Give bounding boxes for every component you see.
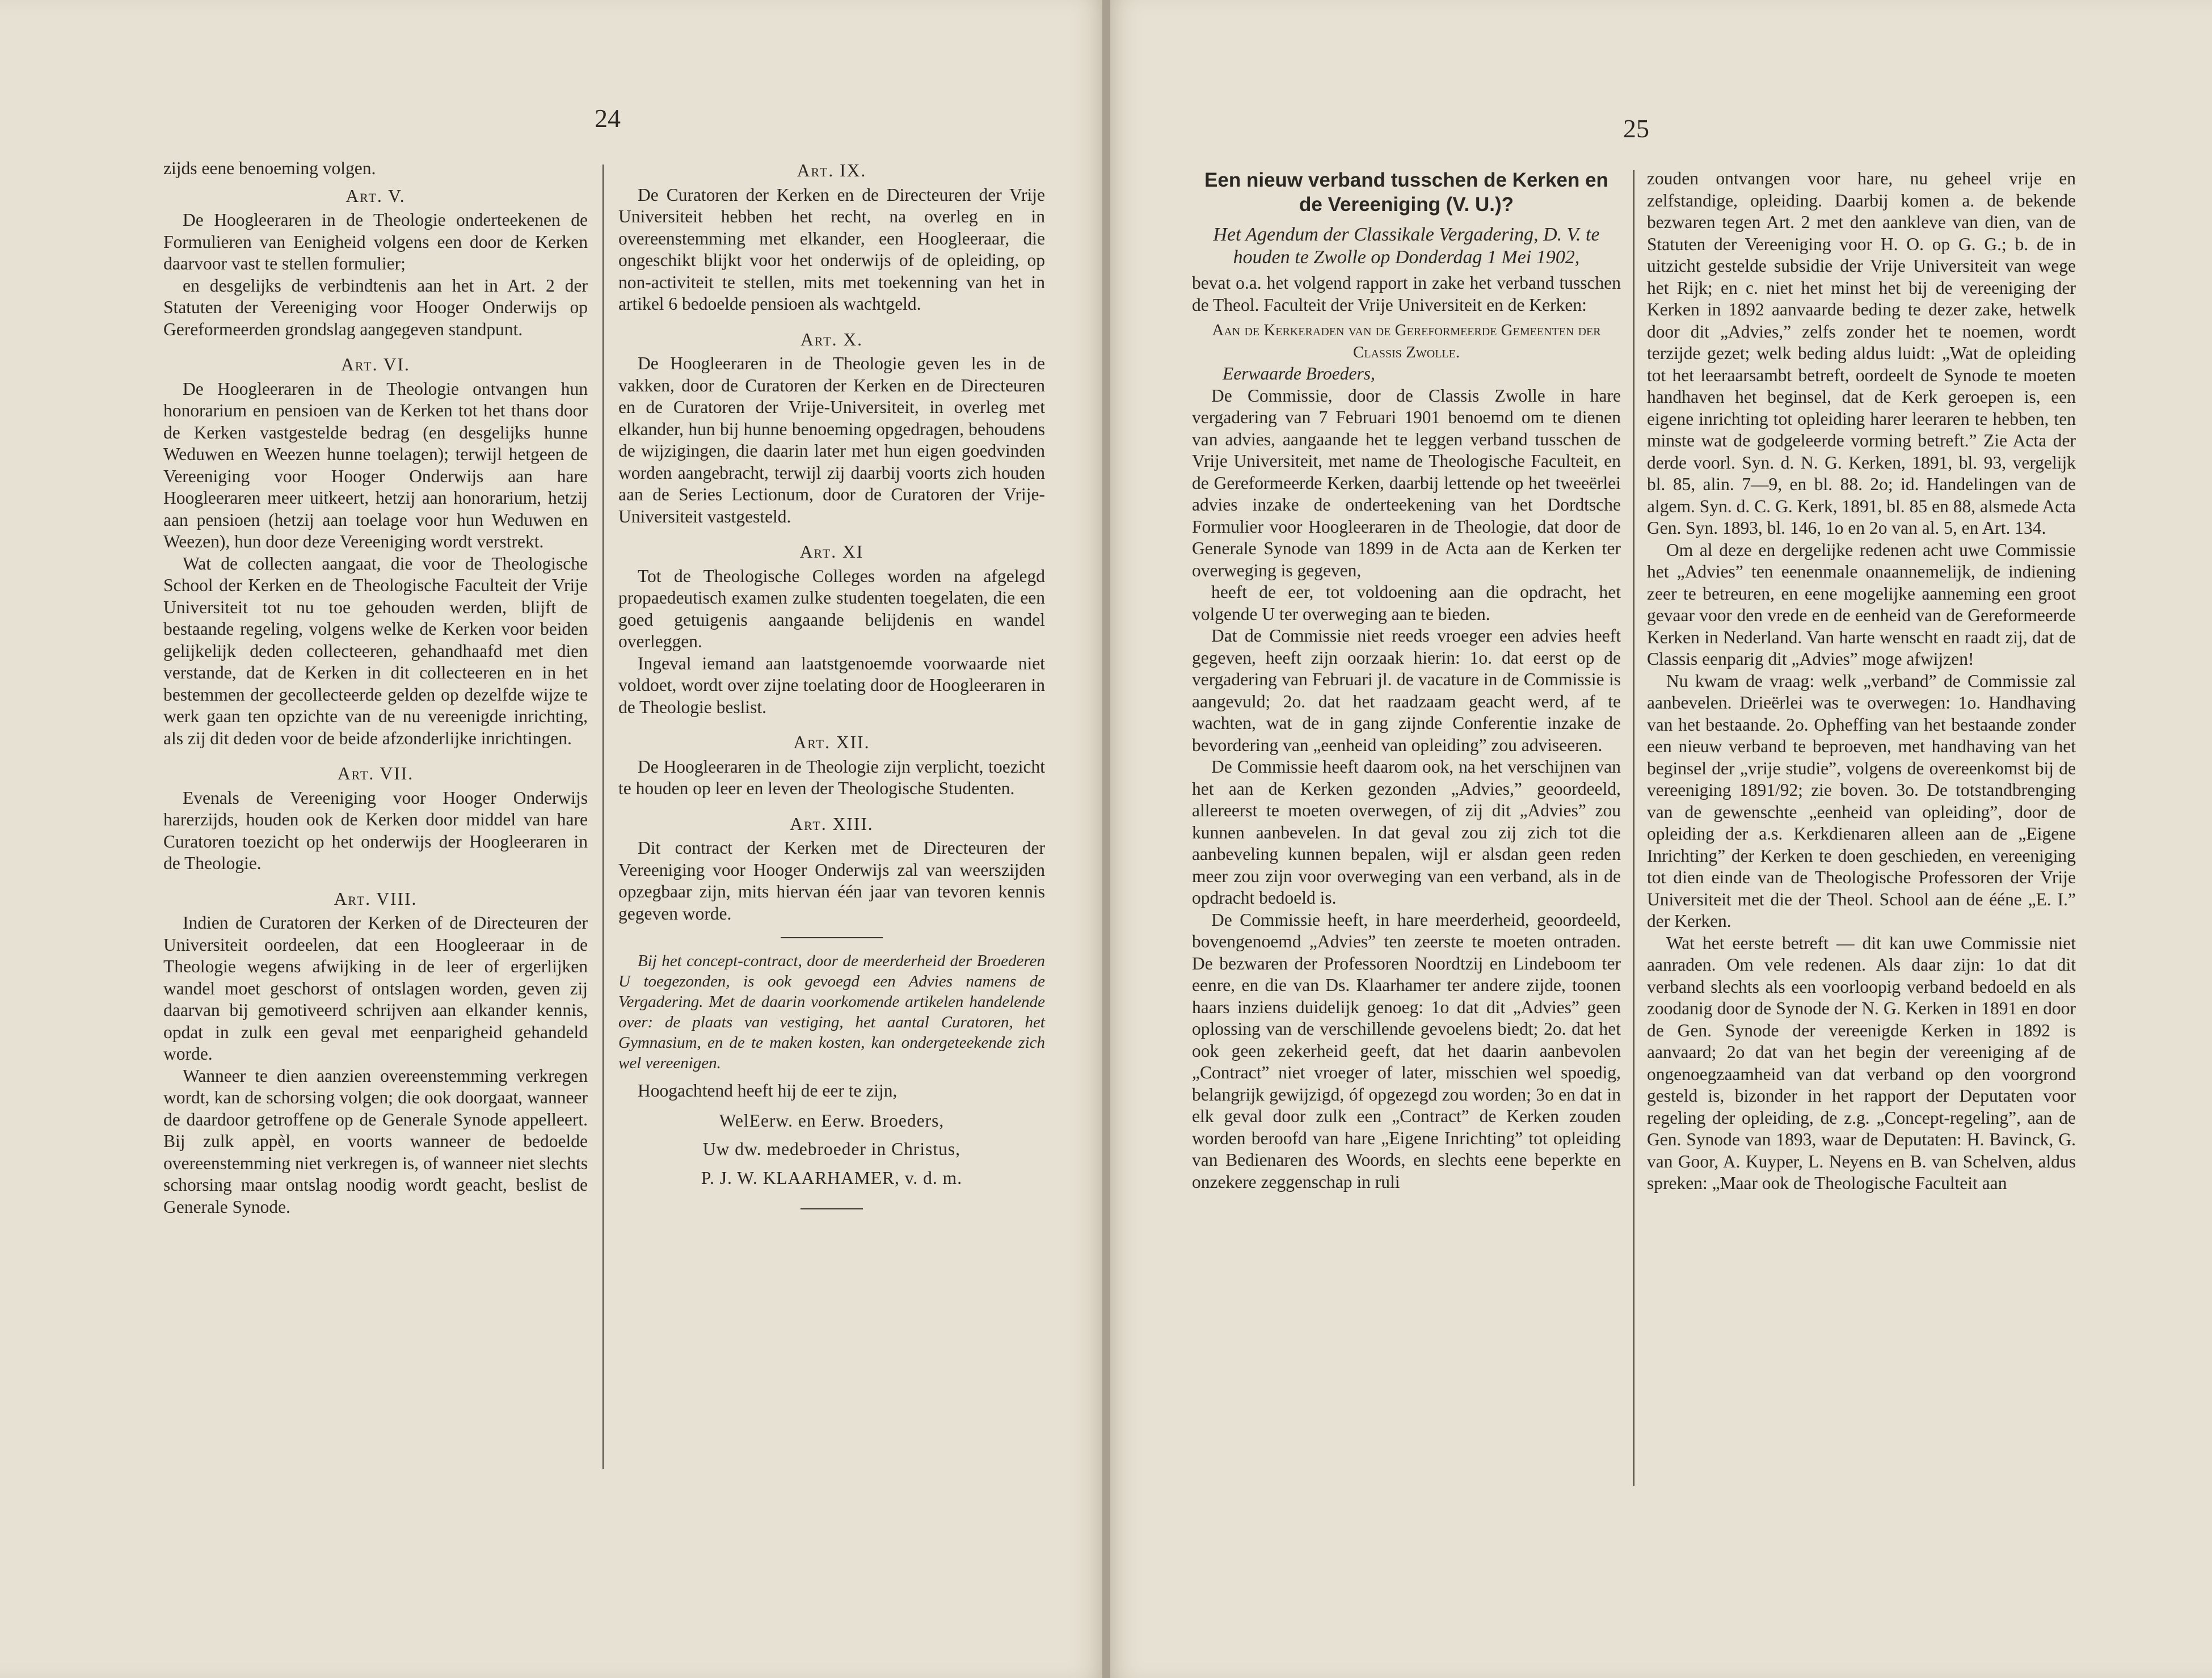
paragraph: Tot de Theologische Colleges worden na afgelegd propaedeutisch examen zulke studenten toegelaten, die een goed getuigenis aangaande belijdenis en wandel overleggen. (618, 566, 1045, 651)
article-heading: Art. XI (799, 542, 864, 562)
article-heading: Art. X. (800, 329, 863, 349)
separator-rule (781, 937, 883, 938)
left-column-1 (163, 158, 588, 1218)
paragraph: Om al deze en dergelijke redenen acht uwe Commissie het „Advies” ten eenenmale onaannemelijk, de indiening zeer te betreuren, en eene mogelijke aanneming een groot gevaar voor den vrede en de eenheid van de Gereformeerde Kerken in Nederland. Van harte wenscht en raadt zij, dat de Classis eenparig dit „Advies” moge afwijzen! (1647, 539, 2076, 669)
paragraph: Evenals de Vereeniging voor Hooger Onderwijs harerzijds, houden ook de Kerken door middel van hare Curatoren toezicht op het onderwijs der Hoogleeraren in de Theologie. (163, 787, 588, 873)
paragraph: De Hoogleeraren in de Theologie onderteekenen de Formulieren van Eenigheid volgens een door de Kerken daarvoor vast te stellen formulier; (163, 210, 588, 273)
paragraph: Dit contract der Kerken met de Directeuren der Vereeniging voor Hooger Onderwijs zal van weerszijden opzegbaar zijn, mits hiervan één jaar van tevoren kennis gegeven worde. (618, 838, 1045, 924)
left-column-2 (618, 160, 1045, 1222)
paragraph: De Hoogleeraren in de Theologie geven les in de vakken, door de Curatoren der Kerken en de Directeuren en de Curatoren der Vrije-Universiteit, in overleg met elkander, hun bij hunne benoeming opgedragen, behoudens de wijzigingen, die daarin later met hun eigen goedvinden worden aangebracht, terwijl zij daarbij voorts zich houden aan de Series Lectionum, door de Curatoren der Vrije-Universiteit vastgesteld. (618, 353, 1045, 526)
article-title: Een nieuw verband tusschen de Kerken en de Vereeniging (V. U.)? (1204, 169, 1608, 216)
page-number: 24 (595, 104, 621, 133)
article-heading: Art. VI. (341, 355, 410, 374)
article-heading: Art. VIII. (334, 888, 418, 909)
article-heading: Art. XIII. (790, 813, 874, 834)
closing-line: Hoogachtend heeft hij de eer te zijn, (638, 1081, 898, 1101)
address-line: Aan de Kerkeraden van de Gereformeerde Gemeenten der Classis Zwolle. (1212, 321, 1601, 361)
article-subtitle: Het Agendum der Classikale Vergadering, D. V. te houden te Zwolle op Donderdag 1 Mei 1902, (1213, 224, 1600, 268)
paragraph: De Hoogleeraren in de Theologie zijn verplicht, toezicht te houden op leer en leven der Theologische Studenten. (618, 756, 1045, 798)
paragraph: De Commissie heeft, in hare meerderheid, geoordeeld, bovengenoemd „Advies” ten zeerste te moeten ontraden. De bezwaren der Professoren Noordtzij en Lindeboom ter eenre, en die van Ds. Klaarhamer ter andere zijde, toonen haars inziens duidelijk genoeg: 1o dat dit „Advies” geen oplossing van de verschillende gevoelens biedt; 2o. dat het ook geen zekerheid geeft, dat het daarin aanbevolen „Contract” niet vroeger of later, misschien wel spoedig, belangrijk gewijzigd, óf opgezegd zou worden; 3o en dat in elk geval door zulk een „Contract” de Kerken zouden worden beroofd van hare „Eigene Inrichting” tot opleiding van Bedienaren des Woords, en slechts eene beperkte en onzekere zeggenschap in ruli (1192, 909, 1621, 1192)
note-paragraph: Bij het concept-contract, door de meerderheid der Broederen U toegezonden, is ook gevoegd een Advies namens de Vergadering. Met de daarin voorkomende artikelen handelende over: de plaats van vestiging, het aantal Curatoren, het Gymnasium, en de te maken kosten, kan ondergeteekende zich wel vereenigen. (618, 952, 1045, 1072)
signature-name: P. J. W. KLAARHAMER, v. d. m. (701, 1167, 963, 1188)
signature-line: Uw dw. medebroeder in Christus, (702, 1139, 961, 1159)
right-column-1 (1192, 168, 1621, 1193)
paragraph: en desgelijks de verbindtenis aan het in Art. 2 der Statuten der Vereeniging voor Hooger Onderwijs op Gereformeerden grondslag aangegeven standpunt. (163, 275, 588, 339)
paragraph: Ingeval iemand aan laatstgenoemde voorwaarde niet voldoet, wordt over zijne toelating door de Hoogleeraren in de Theologie beslist. (618, 653, 1045, 717)
paragraph: heeft de eer, tot voldoening aan die opdracht, het volgende U ter overweging aan te bieden. (1192, 582, 1621, 624)
paragraph: bevat o.a. het volgend rapport in zake het verband tusschen de Theol. Faculteit der Vrije Universiteit en de Kerken: (1192, 273, 1621, 315)
paragraph: De Commissie, door de Classis Zwolle in hare vergadering van 7 Februari 1901 benoemd om te dienen van advies, aangaande het te leggen verband tusschen de Vrije Universiteit, met name de Theologische Faculteit, en de Gereformeerde Kerken, daarbij lettende op het tweeërlei advies inzake de onderteekening van het Dordtsche Formulier voor Hoogleeraren in de Theologie, dat door de Generale Synode van 1899 in de Acta aan de Kerken ter overweging is gegeven, (1192, 385, 1621, 580)
page-number: 25 (1623, 114, 1649, 143)
signature-line: WelEerw. en Eerw. Broeders, (719, 1110, 945, 1131)
paragraph: De Curatoren der Kerken en de Directeuren der Vrije Universiteit hebben het recht, na overleg en in overeenstemming met elkander, een Hoogleeraar, die ongeschikt blijkt voor het onderwijs of de opleiding, op non-activiteit te stellen, mits met toekenning van het in artikel 6 bedoelde pensioen als wachtgeld. (618, 184, 1045, 314)
paragraph: De Commissie heeft daarom ook, na het verschijnen van het aan de Kerken gezonden „Advies,” geoordeeld, allereerst te moeten overwegen, of zij dit „Advies” zou kunnen aanbevelen. In dat geval zou zij zich tot die aanbeveling kunnen bepalen, wijl er alsdan geen reden meer zou zijn voor overweging van een verband, als in de opdracht bedoeld is. (1192, 757, 1621, 908)
separator-rule (800, 1208, 863, 1209)
column-divider (1633, 170, 1634, 1486)
paragraph: Wanneer te dien aanzien overeenstemming verkregen wordt, kan de schorsing volgen; die ook doorgaat, wanneer de daardoor getroffene op de Generale Synode appelleert. Bij zulk appèl, en voorts wanneer de bedoelde overeenstemming niet verkregen is, of wanneer niet slechts schorsing maar ontslag noodig wordt geacht, beslist de Generale Synode. (163, 1065, 588, 1217)
left-page (0, 0, 1102, 1678)
right-column-2 (1647, 168, 2076, 1195)
article-heading: Art. IX. (797, 161, 867, 180)
paragraph: zouden ontvangen voor hare, nu geheel vrije en zelfstandige, opleiding. Daarbij komen a. de bekende bezwaren tegen Art. 2 met den aankleve van dien, van de Statuten der Vereeniging voor H. O. op G. G.; b. de in uitzicht gestelde subsidie der Vrije Universiteit van wege het Rijk; en c. niet het minst het bij de vereeniging der Kerken in 1892 aanvaarde beding te dezer zake, hetwelk door dit „Advies,” zelfs zonder het te noemen, wordt terzijde gezet; welk beding aldus luidt: „Wat de opleiding tot het leeraarsambt betreft, oordeelt de Synode te moeten handhaven het beginsel, dat de Kerk geroepen is, een eigene inrichting tot opleiding harer leeraren te hebben, ten minste wat de godgeleerde vorming betreft.” Zie Acta der derde voorl. Syn. d. N. G. Kerken, 1891, bl. 93, vergelijk bl. 85, alin. 7—9, en bl. 88. 2o; id. Handelingen van de algem. Syn. d. C. G. Kerk, 1891, bl. 85 en 88, alsmede Acta Gen. Syn. 1893, bl. 146, 1o en 2o van al. 5, en Art. 134. (1647, 168, 2076, 538)
paragraph: Nu kwam de vraag: welk „verband” de Commissie zal aanbevelen. Drieërlei was te overwegen: 1o. Handhaving van het bestaande. 2o. Opheffing van het bestaande zonder een nieuw verband te beproeven, met handhaving van het beginsel der „vrije studie”, volgens de overeenkomst bij de vereeniging 1891/92; zie boven. 3o. De totstandbrenging van de gewenschte „eenheid van opleiding”, door de opleiding der a.s. Kerkdienaren alleen aan de „Eigene Inrichting” der Kerken te doen geschieden, en vereeniging tot dien einde van de Theologische Professoren der Vrije Universiteit met die der Theol. School aan de ééne „E. I.” der Kerken. (1647, 671, 2076, 931)
paragraph: Indien de Curatoren der Kerken of de Directeuren der Universiteit oordeelen, dat een Hoogleeraar in de Theologie wegens afwijking in de leer of ergerlijken wandel moet geschorst of ontslagen worden, geven zij daarvan bij gemotiveerd schrijven aan elkander kennis, opdat in zulk een geval met eenparigheid gehandeld worde. (163, 913, 588, 1064)
right-page (1110, 0, 2212, 1678)
salutation: Eerwaarde Broeders, (1223, 364, 1375, 383)
paragraph: Wat het eerste betreft — dit kan uwe Commissie niet aanraden. Om vele redenen. Als daar zijn: 1o dat dit verband slechts als een voorloopig verband bedoeld en als zoodanig door de Synode der N. G. Kerken in 1891 en door de Gen. Synode der vereenigde Kerken in 1892 is aanvaard; 2o dat van het begin der vereeniging af de ongenoegzaamheid van dat verband op den voorgrond gesteld is, bizonder in het rapport der Deputaten voor regeling der opleiding, de z.g. „Concept-regeling”, aan de Gen. Synode van 1893, waar de Deputaten: H. Bavinck, G. van Goor, A. Kuyper, L. Neyens en B. van Schelven, aldus spreken: „Maar ook de Theologische Faculteit aan (1647, 933, 2076, 1193)
paragraph: Dat de Commissie niet reeds vroeger een advies heeft gegeven, heeft zijn oorzaak hierin: 1o. dat eerst op de vergadering van Februari jl. de vacature in de Commissie is aangevuld; 2o. dat het raadzaam geacht werd, af te wachten, wat de in gang zijnde Conferentie inzake de bevordering van „eenheid van opleiding” zou adviseeren. (1192, 626, 1621, 755)
paragraph: Wat de collecten aangaat, die voor de Theologische School der Kerken en de Theologische Faculteit der Vrije Universiteit tot nu toe gehouden werden, blijft de bestaande regeling, volgens welke de Kerken voor beiden gelijkelijk deden collecteeren, gehandhaafd met dien verstande, dat de Kerken in dit collecteeren en in het bestemmen der gecollecteerde gelden op dezelfde wijze te werk gaan ten opzichte van de nu vereenigde inrichting, als zij dit deden voor de beide afzonderlijke inrichtingen. (163, 553, 588, 748)
book-gutter (1102, 0, 1110, 1678)
paragraph: De Hoogleeraren in de Theologie ontvangen hun honorarium en pensioen van de Kerken tot het thans door de Kerken vastgestelde bedrag (en desgelijks hunne Weduwen en Weezen hunne toelagen); terwijl hetgeen de Vereeniging voor Hooger Onderwijs aan hare Hoogleeraren meer uitkeert, hetzij aan honorarium, hetzij aan pensioen (hetzij aan toelage voor hun Weduwen en Weezen), hun door deze Vereeniging wordt verstrekt. (163, 378, 588, 551)
article-heading: Art. VII. (337, 764, 414, 783)
paragraph: zijds eene benoeming volgen. (163, 158, 376, 178)
article-heading: Art. XII. (793, 732, 870, 752)
article-heading: Art. V. (346, 185, 406, 206)
column-divider (602, 165, 604, 1469)
